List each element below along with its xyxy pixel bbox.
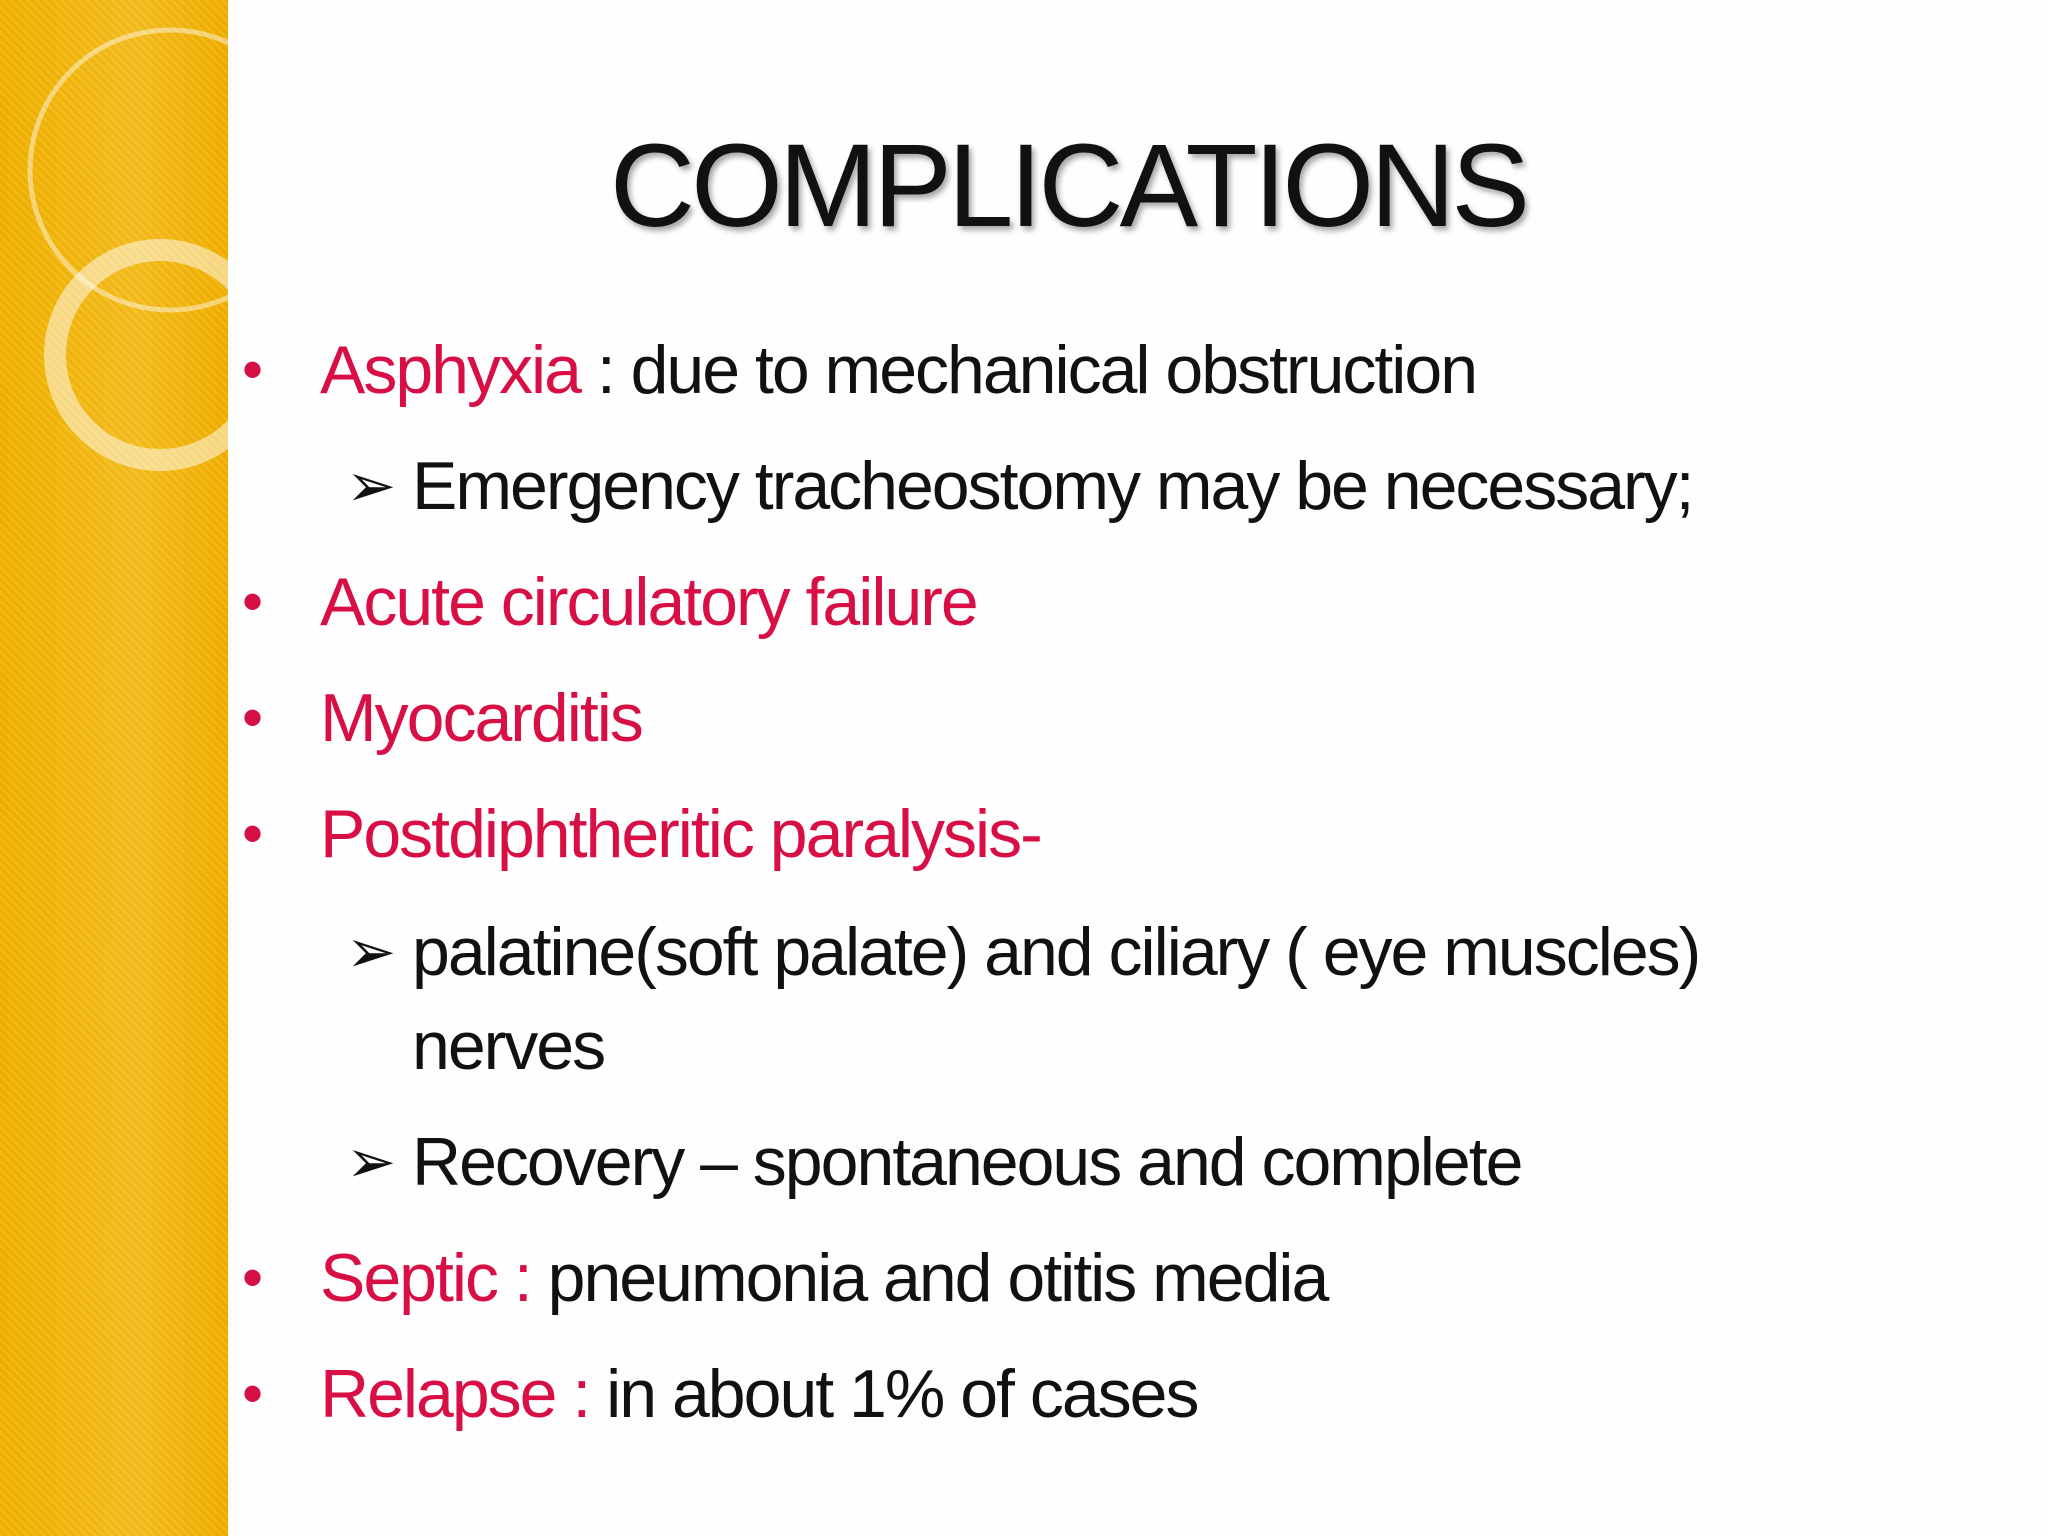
sub-item-text: palatine(soft palate) and ciliary ( eye muscles) — [412, 914, 1700, 990]
decorative-rings-icon — [0, 0, 228, 1536]
arrow-bullet-icon: ➢ — [346, 918, 395, 985]
arrow-bullet-icon: ➢ — [346, 452, 395, 519]
item-term: Myocarditis — [320, 680, 642, 756]
slide-title: COMPLICATIONS — [609, 120, 1527, 252]
bullet-icon: • — [242, 336, 262, 403]
bullet-icon: • — [242, 1244, 262, 1311]
sub-item-text-continued: nerves — [412, 1008, 605, 1084]
item-term: Septic : — [320, 1240, 531, 1316]
bullet-icon: • — [242, 1360, 262, 1427]
item-description: pneumonia and otitis media — [530, 1240, 1328, 1316]
slide-content — [228, 0, 2048, 1536]
item-separator: : — [579, 332, 631, 408]
arrow-bullet-icon: ➢ — [346, 1128, 395, 1195]
sub-item-text: Recovery – spontaneous and complete — [412, 1124, 1522, 1200]
item-description: due to mechanical obstruction — [630, 332, 1477, 408]
item-term: Relapse : — [320, 1356, 590, 1432]
item-description: in about 1% of cases — [589, 1356, 1198, 1432]
item-term: Acute circulatory failure — [320, 564, 977, 640]
item-term: Postdiphtheritic paralysis- — [320, 796, 1041, 872]
bullet-icon: • — [242, 800, 262, 867]
bullet-icon: • — [242, 684, 262, 751]
item-term: Asphyxia — [320, 332, 580, 408]
bullet-icon: • — [242, 568, 262, 635]
sub-item-text: Emergency tracheostomy may be necessary; — [412, 448, 1693, 524]
decorative-sidebar — [0, 0, 228, 1536]
